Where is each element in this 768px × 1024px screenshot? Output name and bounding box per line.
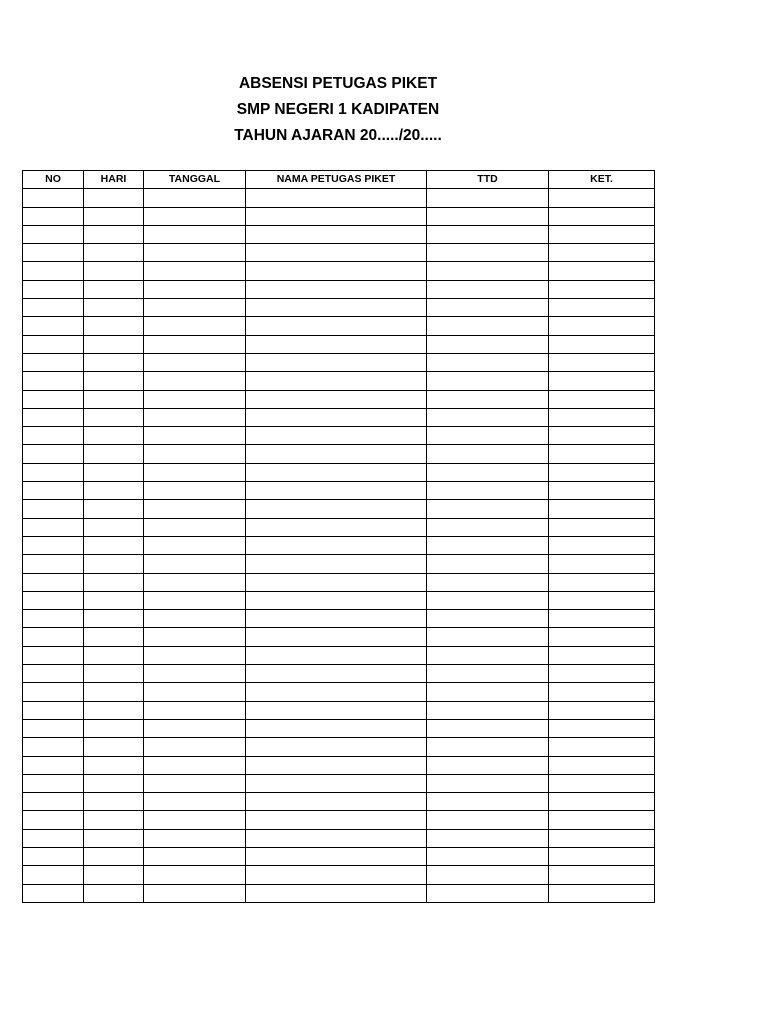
cell-no bbox=[23, 628, 84, 646]
cell-nama-petugas-piket bbox=[246, 372, 427, 390]
column-header-ket: KET. bbox=[549, 171, 655, 189]
cell-tanggal bbox=[144, 189, 246, 207]
table-row bbox=[23, 299, 655, 317]
cell-hari bbox=[84, 427, 144, 445]
cell-nama-petugas-piket bbox=[246, 536, 427, 554]
school-name: SMP NEGERI 1 KADIPATEN bbox=[236, 101, 440, 118]
cell-nama-petugas-piket bbox=[246, 738, 427, 756]
cell-ket bbox=[549, 847, 655, 865]
cell-tanggal bbox=[144, 829, 246, 847]
cell-tanggal bbox=[144, 683, 246, 701]
cell-ttd bbox=[427, 262, 549, 280]
cell-ttd bbox=[427, 756, 549, 774]
cell-ket bbox=[549, 884, 655, 902]
cell-tanggal bbox=[144, 774, 246, 792]
cell-ket bbox=[549, 207, 655, 225]
cell-hari bbox=[84, 500, 144, 518]
cell-no bbox=[23, 262, 84, 280]
cell-ttd bbox=[427, 536, 549, 554]
column-header-no: NO bbox=[23, 171, 84, 189]
cell-no bbox=[23, 811, 84, 829]
table-row bbox=[23, 610, 655, 628]
cell-ket bbox=[549, 866, 655, 884]
cell-ttd bbox=[427, 408, 549, 426]
cell-nama-petugas-piket bbox=[246, 719, 427, 737]
cell-nama-petugas-piket bbox=[246, 299, 427, 317]
cell-tanggal bbox=[144, 225, 246, 243]
cell-hari bbox=[84, 573, 144, 591]
table-row bbox=[23, 884, 655, 902]
cell-ket bbox=[549, 591, 655, 609]
cell-no bbox=[23, 244, 84, 262]
cell-hari bbox=[84, 207, 144, 225]
cell-ket bbox=[549, 317, 655, 335]
table-row bbox=[23, 811, 655, 829]
cell-tanggal bbox=[144, 335, 246, 353]
cell-tanggal bbox=[144, 793, 246, 811]
cell-tanggal bbox=[144, 500, 246, 518]
cell-nama-petugas-piket bbox=[246, 335, 427, 353]
table-row bbox=[23, 207, 655, 225]
cell-ket bbox=[549, 408, 655, 426]
cell-nama-petugas-piket bbox=[246, 610, 427, 628]
cell-ket bbox=[549, 353, 655, 371]
cell-ttd bbox=[427, 719, 549, 737]
cell-ttd bbox=[427, 774, 549, 792]
cell-ket bbox=[549, 372, 655, 390]
cell-ket bbox=[549, 738, 655, 756]
cell-ttd bbox=[427, 427, 549, 445]
cell-nama-petugas-piket bbox=[246, 427, 427, 445]
cell-ttd bbox=[427, 463, 549, 481]
cell-ket bbox=[549, 518, 655, 536]
cell-no bbox=[23, 665, 84, 683]
table-row bbox=[23, 225, 655, 243]
table-header-row bbox=[23, 171, 655, 189]
cell-nama-petugas-piket bbox=[246, 701, 427, 719]
cell-tanggal bbox=[144, 207, 246, 225]
table-row bbox=[23, 683, 655, 701]
cell-no bbox=[23, 719, 84, 737]
column-header-nama-petugas-piket: NAMA PETUGAS PIKET bbox=[246, 171, 427, 189]
cell-nama-petugas-piket bbox=[246, 628, 427, 646]
cell-ket bbox=[549, 189, 655, 207]
cell-no bbox=[23, 207, 84, 225]
table-row bbox=[23, 408, 655, 426]
cell-ttd bbox=[427, 353, 549, 371]
cell-hari bbox=[84, 811, 144, 829]
column-header-hari: HARI bbox=[84, 171, 144, 189]
table-row bbox=[23, 829, 655, 847]
cell-ttd bbox=[427, 646, 549, 664]
cell-hari bbox=[84, 299, 144, 317]
table-row bbox=[23, 536, 655, 554]
cell-no bbox=[23, 683, 84, 701]
cell-no bbox=[23, 591, 84, 609]
table-row bbox=[23, 518, 655, 536]
cell-hari bbox=[84, 536, 144, 554]
table-row bbox=[23, 793, 655, 811]
cell-no bbox=[23, 866, 84, 884]
table-row bbox=[23, 573, 655, 591]
attendance-table bbox=[22, 170, 655, 903]
table-row bbox=[23, 591, 655, 609]
cell-tanggal bbox=[144, 591, 246, 609]
cell-nama-petugas-piket bbox=[246, 829, 427, 847]
cell-ttd bbox=[427, 372, 549, 390]
cell-nama-petugas-piket bbox=[246, 774, 427, 792]
cell-ket bbox=[549, 390, 655, 408]
table-row bbox=[23, 372, 655, 390]
table-row bbox=[23, 646, 655, 664]
cell-tanggal bbox=[144, 482, 246, 500]
table-row bbox=[23, 500, 655, 518]
cell-hari bbox=[84, 866, 144, 884]
cell-hari bbox=[84, 829, 144, 847]
cell-ttd bbox=[427, 317, 549, 335]
table-row bbox=[23, 628, 655, 646]
cell-no bbox=[23, 829, 84, 847]
cell-nama-petugas-piket bbox=[246, 847, 427, 865]
cell-ttd bbox=[427, 445, 549, 463]
cell-no bbox=[23, 445, 84, 463]
cell-hari bbox=[84, 793, 144, 811]
cell-no bbox=[23, 774, 84, 792]
cell-hari bbox=[84, 646, 144, 664]
cell-no bbox=[23, 555, 84, 573]
table-row bbox=[23, 427, 655, 445]
cell-hari bbox=[84, 463, 144, 481]
cell-ttd bbox=[427, 811, 549, 829]
cell-hari bbox=[84, 774, 144, 792]
cell-hari bbox=[84, 555, 144, 573]
cell-hari bbox=[84, 847, 144, 865]
cell-nama-petugas-piket bbox=[246, 353, 427, 371]
cell-tanggal bbox=[144, 262, 246, 280]
cell-ket bbox=[549, 500, 655, 518]
cell-nama-petugas-piket bbox=[246, 555, 427, 573]
cell-ket bbox=[549, 280, 655, 298]
cell-nama-petugas-piket bbox=[246, 463, 427, 481]
cell-no bbox=[23, 299, 84, 317]
cell-hari bbox=[84, 665, 144, 683]
cell-ket bbox=[549, 262, 655, 280]
cell-no bbox=[23, 372, 84, 390]
cell-ket bbox=[549, 628, 655, 646]
cell-ttd bbox=[427, 500, 549, 518]
cell-nama-petugas-piket bbox=[246, 756, 427, 774]
cell-nama-petugas-piket bbox=[246, 482, 427, 500]
cell-no bbox=[23, 573, 84, 591]
cell-nama-petugas-piket bbox=[246, 390, 427, 408]
cell-ket bbox=[549, 463, 655, 481]
cell-ket bbox=[549, 793, 655, 811]
cell-ttd bbox=[427, 482, 549, 500]
cell-ket bbox=[549, 811, 655, 829]
table-row bbox=[23, 555, 655, 573]
cell-tanggal bbox=[144, 847, 246, 865]
cell-tanggal bbox=[144, 372, 246, 390]
table-row bbox=[23, 756, 655, 774]
cell-no bbox=[23, 756, 84, 774]
column-header-tanggal: TANGGAL bbox=[144, 171, 246, 189]
cell-tanggal bbox=[144, 445, 246, 463]
cell-hari bbox=[84, 884, 144, 902]
cell-nama-petugas-piket bbox=[246, 573, 427, 591]
cell-hari bbox=[84, 701, 144, 719]
cell-nama-petugas-piket bbox=[246, 445, 427, 463]
cell-no bbox=[23, 847, 84, 865]
cell-tanggal bbox=[144, 536, 246, 554]
cell-tanggal bbox=[144, 280, 246, 298]
cell-tanggal bbox=[144, 610, 246, 628]
cell-ket bbox=[549, 427, 655, 445]
table-body bbox=[23, 189, 655, 903]
cell-ttd bbox=[427, 665, 549, 683]
cell-hari bbox=[84, 628, 144, 646]
cell-hari bbox=[84, 518, 144, 536]
cell-hari bbox=[84, 244, 144, 262]
table-row bbox=[23, 445, 655, 463]
cell-tanggal bbox=[144, 701, 246, 719]
cell-no bbox=[23, 317, 84, 335]
cell-ttd bbox=[427, 299, 549, 317]
cell-ttd bbox=[427, 628, 549, 646]
cell-hari bbox=[84, 317, 144, 335]
document-header bbox=[22, 71, 654, 149]
cell-nama-petugas-piket bbox=[246, 884, 427, 902]
cell-ket bbox=[549, 774, 655, 792]
cell-ttd bbox=[427, 847, 549, 865]
cell-no bbox=[23, 482, 84, 500]
cell-nama-petugas-piket bbox=[246, 683, 427, 701]
cell-ttd bbox=[427, 591, 549, 609]
cell-nama-petugas-piket bbox=[246, 225, 427, 243]
cell-hari bbox=[84, 335, 144, 353]
cell-no bbox=[23, 408, 84, 426]
cell-hari bbox=[84, 225, 144, 243]
cell-hari bbox=[84, 610, 144, 628]
cell-ttd bbox=[427, 701, 549, 719]
cell-hari bbox=[84, 683, 144, 701]
cell-tanggal bbox=[144, 353, 246, 371]
cell-ttd bbox=[427, 829, 549, 847]
cell-ttd bbox=[427, 280, 549, 298]
cell-no bbox=[23, 646, 84, 664]
cell-ket bbox=[549, 299, 655, 317]
table-row bbox=[23, 317, 655, 335]
cell-nama-petugas-piket bbox=[246, 518, 427, 536]
cell-ket bbox=[549, 482, 655, 500]
table-row bbox=[23, 353, 655, 371]
cell-ttd bbox=[427, 884, 549, 902]
cell-ket bbox=[549, 555, 655, 573]
cell-tanggal bbox=[144, 427, 246, 445]
cell-ttd bbox=[427, 793, 549, 811]
cell-tanggal bbox=[144, 646, 246, 664]
cell-ttd bbox=[427, 610, 549, 628]
cell-ket bbox=[549, 665, 655, 683]
table-row bbox=[23, 463, 655, 481]
cell-nama-petugas-piket bbox=[246, 793, 427, 811]
cell-no bbox=[23, 463, 84, 481]
table-row bbox=[23, 390, 655, 408]
cell-no bbox=[23, 500, 84, 518]
cell-no bbox=[23, 518, 84, 536]
cell-no bbox=[23, 280, 84, 298]
cell-nama-petugas-piket bbox=[246, 591, 427, 609]
cell-hari bbox=[84, 756, 144, 774]
cell-no bbox=[23, 738, 84, 756]
cell-hari bbox=[84, 591, 144, 609]
cell-nama-petugas-piket bbox=[246, 866, 427, 884]
cell-tanggal bbox=[144, 408, 246, 426]
cell-tanggal bbox=[144, 463, 246, 481]
cell-ket bbox=[549, 445, 655, 463]
cell-nama-petugas-piket bbox=[246, 244, 427, 262]
cell-ttd bbox=[427, 683, 549, 701]
cell-hari bbox=[84, 482, 144, 500]
cell-ttd bbox=[427, 573, 549, 591]
cell-ttd bbox=[427, 335, 549, 353]
cell-ket bbox=[549, 701, 655, 719]
cell-hari bbox=[84, 280, 144, 298]
cell-nama-petugas-piket bbox=[246, 262, 427, 280]
cell-ttd bbox=[427, 244, 549, 262]
cell-tanggal bbox=[144, 317, 246, 335]
cell-tanggal bbox=[144, 719, 246, 737]
cell-nama-petugas-piket bbox=[246, 646, 427, 664]
cell-ttd bbox=[427, 189, 549, 207]
cell-ttd bbox=[427, 738, 549, 756]
cell-no bbox=[23, 610, 84, 628]
cell-tanggal bbox=[144, 665, 246, 683]
cell-no bbox=[23, 884, 84, 902]
table-row bbox=[23, 847, 655, 865]
cell-tanggal bbox=[144, 738, 246, 756]
table-row bbox=[23, 738, 655, 756]
cell-nama-petugas-piket bbox=[246, 207, 427, 225]
cell-ket bbox=[549, 719, 655, 737]
cell-ket bbox=[549, 829, 655, 847]
cell-ttd bbox=[427, 518, 549, 536]
table-row bbox=[23, 482, 655, 500]
cell-hari bbox=[84, 408, 144, 426]
cell-ket bbox=[549, 646, 655, 664]
cell-tanggal bbox=[144, 555, 246, 573]
cell-hari bbox=[84, 738, 144, 756]
table-row bbox=[23, 335, 655, 353]
cell-no bbox=[23, 189, 84, 207]
cell-hari bbox=[84, 390, 144, 408]
cell-nama-petugas-piket bbox=[246, 500, 427, 518]
cell-ket bbox=[549, 610, 655, 628]
cell-tanggal bbox=[144, 518, 246, 536]
cell-hari bbox=[84, 445, 144, 463]
cell-tanggal bbox=[144, 244, 246, 262]
cell-ket bbox=[549, 756, 655, 774]
document-title: ABSENSI PETUGAS PIKET bbox=[238, 75, 438, 92]
cell-tanggal bbox=[144, 573, 246, 591]
cell-ttd bbox=[427, 866, 549, 884]
table-row bbox=[23, 244, 655, 262]
cell-nama-petugas-piket bbox=[246, 811, 427, 829]
cell-ket bbox=[549, 683, 655, 701]
cell-ttd bbox=[427, 207, 549, 225]
cell-no bbox=[23, 427, 84, 445]
cell-tanggal bbox=[144, 299, 246, 317]
cell-tanggal bbox=[144, 811, 246, 829]
cell-no bbox=[23, 793, 84, 811]
cell-ket bbox=[549, 335, 655, 353]
cell-nama-petugas-piket bbox=[246, 280, 427, 298]
cell-nama-petugas-piket bbox=[246, 317, 427, 335]
cell-hari bbox=[84, 372, 144, 390]
cell-tanggal bbox=[144, 866, 246, 884]
cell-no bbox=[23, 225, 84, 243]
cell-ket bbox=[549, 536, 655, 554]
table-row bbox=[23, 189, 655, 207]
table-row bbox=[23, 701, 655, 719]
cell-ket bbox=[549, 244, 655, 262]
table-row bbox=[23, 774, 655, 792]
cell-tanggal bbox=[144, 884, 246, 902]
table-row bbox=[23, 280, 655, 298]
cell-no bbox=[23, 353, 84, 371]
cell-ttd bbox=[427, 555, 549, 573]
cell-nama-petugas-piket bbox=[246, 665, 427, 683]
column-header-ttd: TTD bbox=[427, 171, 549, 189]
table-row bbox=[23, 665, 655, 683]
cell-hari bbox=[84, 262, 144, 280]
cell-nama-petugas-piket bbox=[246, 408, 427, 426]
table-row bbox=[23, 719, 655, 737]
cell-tanggal bbox=[144, 756, 246, 774]
cell-hari bbox=[84, 719, 144, 737]
cell-tanggal bbox=[144, 390, 246, 408]
cell-no bbox=[23, 536, 84, 554]
cell-ket bbox=[549, 225, 655, 243]
cell-no bbox=[23, 335, 84, 353]
cell-ket bbox=[549, 573, 655, 591]
table-row bbox=[23, 262, 655, 280]
cell-nama-petugas-piket bbox=[246, 189, 427, 207]
cell-ttd bbox=[427, 225, 549, 243]
cell-ttd bbox=[427, 390, 549, 408]
cell-hari bbox=[84, 189, 144, 207]
cell-no bbox=[23, 701, 84, 719]
cell-hari bbox=[84, 353, 144, 371]
academic-year: TAHUN AJARAN 20...../20..... bbox=[234, 127, 442, 144]
cell-no bbox=[23, 390, 84, 408]
cell-tanggal bbox=[144, 628, 246, 646]
table-row bbox=[23, 866, 655, 884]
